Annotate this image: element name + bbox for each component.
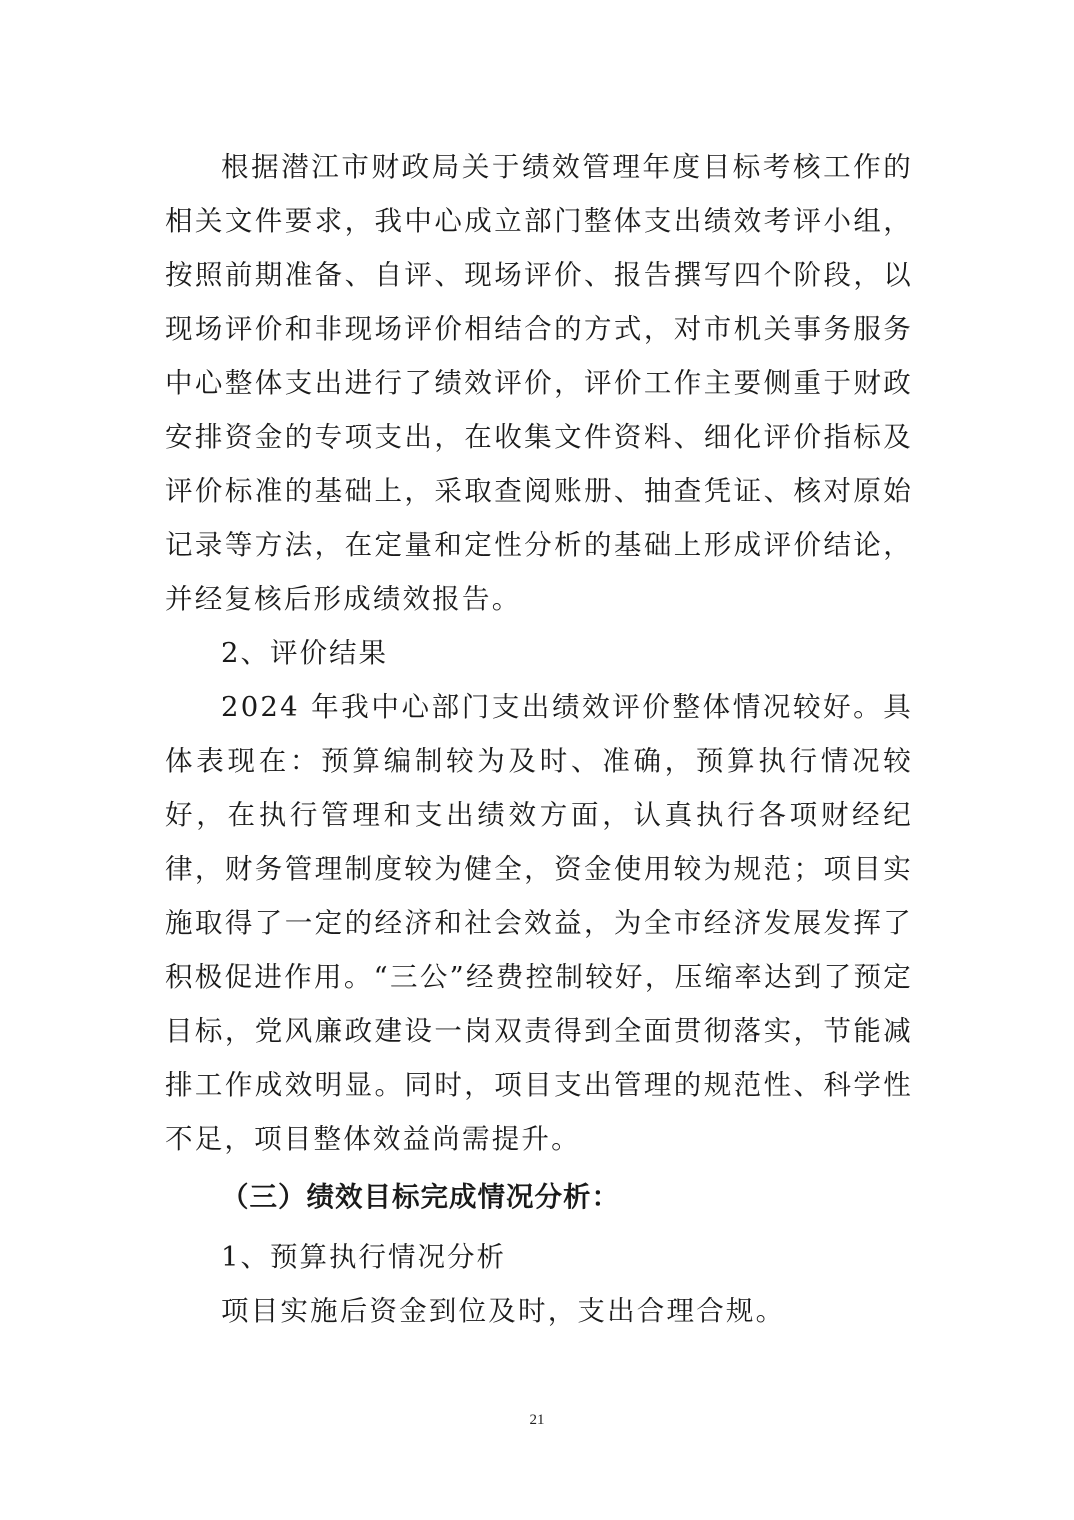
heading-budget-execution: 1、预算执行情况分析: [221, 1241, 506, 1273]
page-number: 21: [529, 1412, 545, 1428]
heading-evaluation-result: 2、评价结果: [221, 637, 388, 669]
section-heading-goal-analysis: （三）绩效目标完成情况分析：: [221, 1181, 620, 1213]
paragraph-budget-execution: 项目实施后资金到位及时，支出合理合规。: [221, 1295, 786, 1327]
paragraph-evaluation-process: 根据潜江市财政局关于绩效管理年度目标考核工作的相关文件要求，我中心成立部门整体支出绩效考评小组，按照前期准备、自评、现场评价、报告撰写四个阶段，以现场评价和非现场评价相结合的方式，对市机关事务服务中心整体支出进行了绩效评价，评价工作主要侧重于财政安排资金的专项支出，在收集文件资料、细化评价指标及评价标准的基础上，采取查阅账册、抽查凭证、核对原始记录等方法，在定量和定性分析的基础上形成评价结论，并经复核后形成绩效报告。: [165, 151, 913, 615]
paragraph-evaluation-result: 2024 年我中心部门支出绩效评价整体情况较好。具体表现在：预算编制较为及时、准确，预算执行情况较好，在执行管理和支出绩效方面，认真执行各项财经纪律，财务管理制度较为健全，资金使用较为规范；项目实施取得了一定的经济和社会效益，为全市经济发展发挥了积极促进作用。“三公”经费控制较好，压缩率达到了预定目标，党风廉政建设一岗双责得到全面贯彻落实，节能减排工作成效明显。同时，项目支出管理的规范性、科学性不足，项目整体效益尚需提升。: [165, 691, 913, 1155]
document-page: [165, 140, 913, 1338]
